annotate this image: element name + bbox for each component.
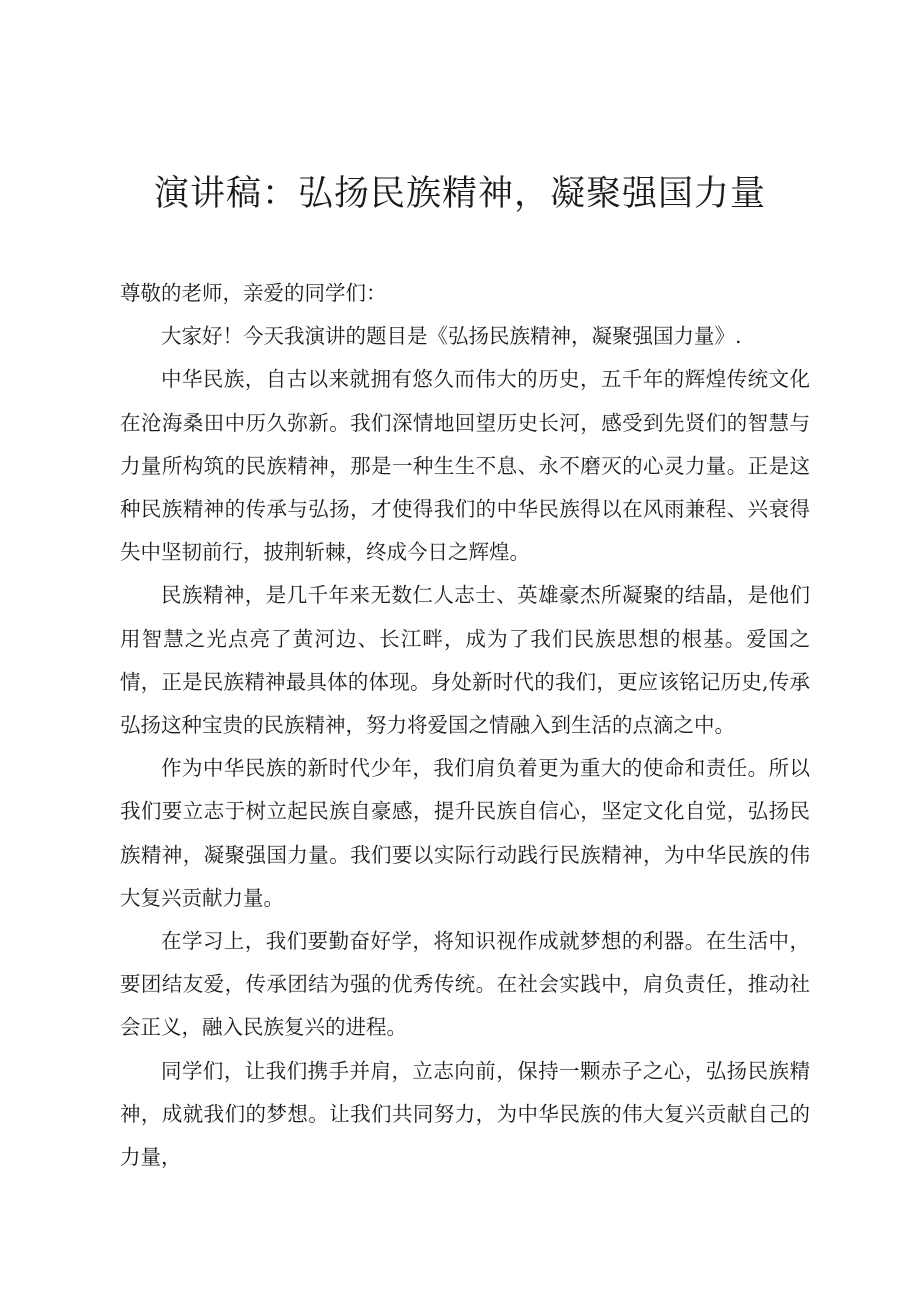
paragraph-closing: 同学们，让我们携手并肩，立志向前，保持一颗赤子之心，弘扬民族精神，成就我们的梦想。让我们共同努力，为中华民族的伟大复兴贡献自己的力量， (120, 1058, 810, 1170)
salutation: 尊敬的老师，亲爱的同学们： (120, 281, 387, 305)
speech-title: 演讲稿：弘扬民族精神，凝聚强国力量 (153, 174, 766, 214)
speech-body (120, 272, 810, 1179)
paragraph-history: 中华民族，自古以来就拥有悠久而伟大的历史，五千年的辉煌传统文化在沧海桑田中历久弥新。我们深情地回望历史长河，感受到先贤们的智慧与力量所构筑的民族精神，那是一种生生不息、永不磨灭的心灵力量。正是这种民族精神的传承与弘扬，才使得我们的中华民族得以在风雨兼程、兴衰得失中坚韧前行，披荆斩棘，终成今日之辉煌。 (120, 367, 810, 565)
paragraph-national-spirit: 民族精神，是几千年来无数仁人志士、英雄豪杰所凝聚的结晶，是他们用智慧之光点亮了黄河边、长江畔，成为了我们民族思想的根基。爱国之情，正是民族精神最具体的体现。身处新时代的我们，更应该铭记历史,传承弘扬这种宝贵的民族精神，努力将爱国之情融入到生活的点滴之中。 (120, 583, 810, 738)
paragraph-youth-mission: 作为中华民族的新时代少年，我们肩负着更为重大的使命和责任。所以我们要立志于树立起民族自豪感，提升民族自信心，坚定文化自觉，弘扬民族精神，凝聚强国力量。我们要以实际行动践行民族精神，为中华民族的伟大复兴贡献力量。 (120, 756, 810, 910)
paragraph-greeting: 大家好！今天我演讲的题目是《弘扬民族精神，凝聚强国力量》. (161, 324, 742, 349)
paragraph-study-life: 在学习上，我们要勤奋好学，将知识视作成就梦想的利器。在生活中，要团结友爱，传承团结为强的优秀传统。在社会实践中，肩负责任，推动社会正义，融入民族复兴的进程。 (120, 929, 810, 1040)
